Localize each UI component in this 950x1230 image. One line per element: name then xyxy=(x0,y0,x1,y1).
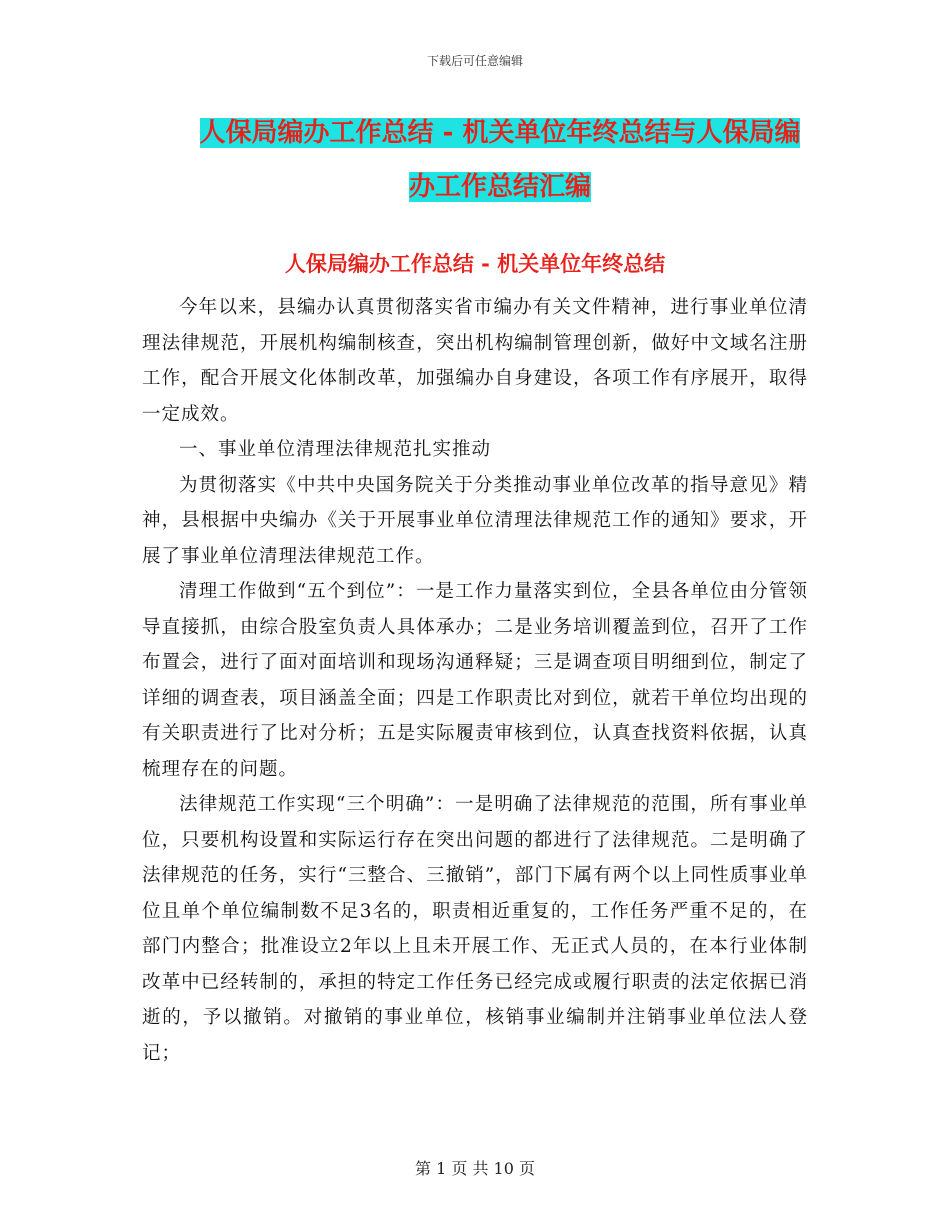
paragraph: 清理工作做到“五个到位”：一是工作力量落实到位，全县各单位由分管领导直接抓，由综合股室负责人具体承办；二是业务培训覆盖到位，召开了工作布置会，进行了面对面培训和现场沟通释疑；三是调查项目明细到位，制定了详细的调查表，项目涵盖全面；四是工作职责比对到位，就若干单位均出现的有关职责进行了比对分析；五是实际履责审核到位，认真查找资料依据，认真梳理存在的问题。 xyxy=(142,581,808,780)
header-note: 下载后可任意编辑 xyxy=(426,54,523,68)
document-body xyxy=(142,290,808,1071)
section-title: 人保局编办工作总结 - 机关单位年终总结 xyxy=(284,252,666,276)
document-title-line-2: 办工作总结汇编 xyxy=(408,172,591,202)
document-title xyxy=(140,106,860,214)
paragraph: 为贯彻落实《中共中央国务院关于分类推动事业单位改革的指导意见》精神，县根据中央编办《关于开展事业单位清理法律规范工作的通知》要求，开展了事业单位清理法律规范工作。 xyxy=(142,474,808,567)
page-footer: 第 1 页 共 10 页 xyxy=(415,1159,535,1178)
paragraph-intro: 今年以来，县编办认真贯彻落实省市编办有关文件精神，进行事业单位清理法律规范，开展机构编制核查，突出机构编制管理创新，做好中文域名注册工作，配合开展文化体制改革，加强编办自身建设，各项工作有序展开，取得一定成效。 xyxy=(142,297,808,425)
paragraph: 法律规范工作实现“三个明确”：一是明确了法律规范的范围，所有事业单位，只要机构设置和实际运行存在突出问题的都进行了法律规范。二是明确了法律规范的任务，实行“三整合、三撤销”，部门下属有两个以上同性质事业单位且单个单位编制数不足3名的，职责相近重复的，工作任务严重不足的，在部门内整合；批准设立2年以上且未开展工作、无正式人员的，在本行业体制改革中已经转制的，承担的特定工作任务已经完成或履行职责的法定依据已消逝的，予以撤销。对撤销的事业单位，核销事业编制并注销事业单位法人登记； xyxy=(142,794,808,1064)
paragraph-heading-1: 一、事业单位清理法律规范扎实推动 xyxy=(179,439,492,460)
document-title-line-1: 人保局编办工作总结 - 机关单位年终总结与人保局编 xyxy=(199,118,801,148)
